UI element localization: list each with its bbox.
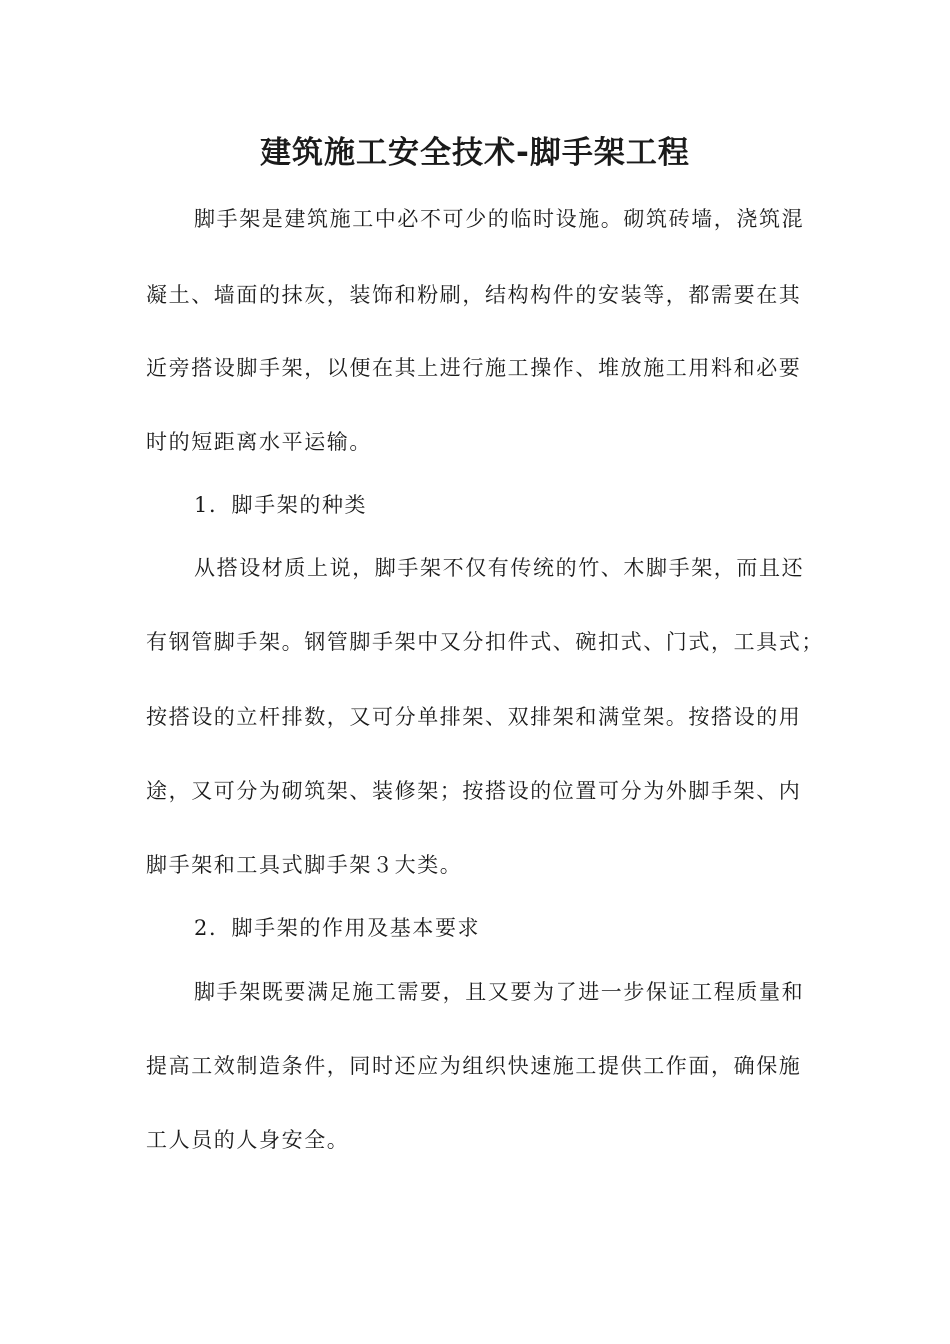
paragraph-line: 按搭设的立杆排数，又可分单排架、双排架和满堂架。按搭设的用 (146, 705, 802, 729)
paragraph-line: 近旁搭设脚手架，以便在其上进行施工操作、堆放施工用料和必要 (146, 356, 802, 380)
paragraph-line: 提高工效制造条件，同时还应为组织快速施工提供工作面，确保施 (146, 1054, 802, 1078)
section-heading: 2．脚手架的作用及基本要求 (194, 916, 481, 940)
paragraph-line: 脚手架既要满足施工需要，且又要为了进一步保证工程质量和 (194, 980, 805, 1004)
paragraph-line: 工人员的人身安全。 (146, 1128, 350, 1152)
paragraph-line: 凝土、墙面的抹灰，装饰和粉刷，结构构件的安装等，都需要在其 (146, 283, 802, 307)
paragraph-line: 途，又可分为砌筑架、装修架；按搭设的位置可分为外脚手架、内 (146, 779, 802, 803)
section-heading: 1．脚手架的种类 (194, 493, 368, 517)
paragraph-line: 有钢管脚手架。钢管脚手架中又分扣件式、碗扣式、门式，工具式； (146, 630, 824, 654)
paragraph-line: 脚手架和工具式脚手架３大类。 (146, 853, 463, 877)
paragraph-line: 从搭设材质上说，脚手架不仅有传统的竹、木脚手架，而且还 (194, 556, 805, 580)
document-title: 建筑施工安全技术-脚手架工程 (260, 135, 690, 171)
paragraph-line: 时的短距离水平运输。 (146, 430, 372, 454)
paragraph-line: 脚手架是建筑施工中必不可少的临时设施。砌筑砖墙，浇筑混 (194, 207, 805, 231)
